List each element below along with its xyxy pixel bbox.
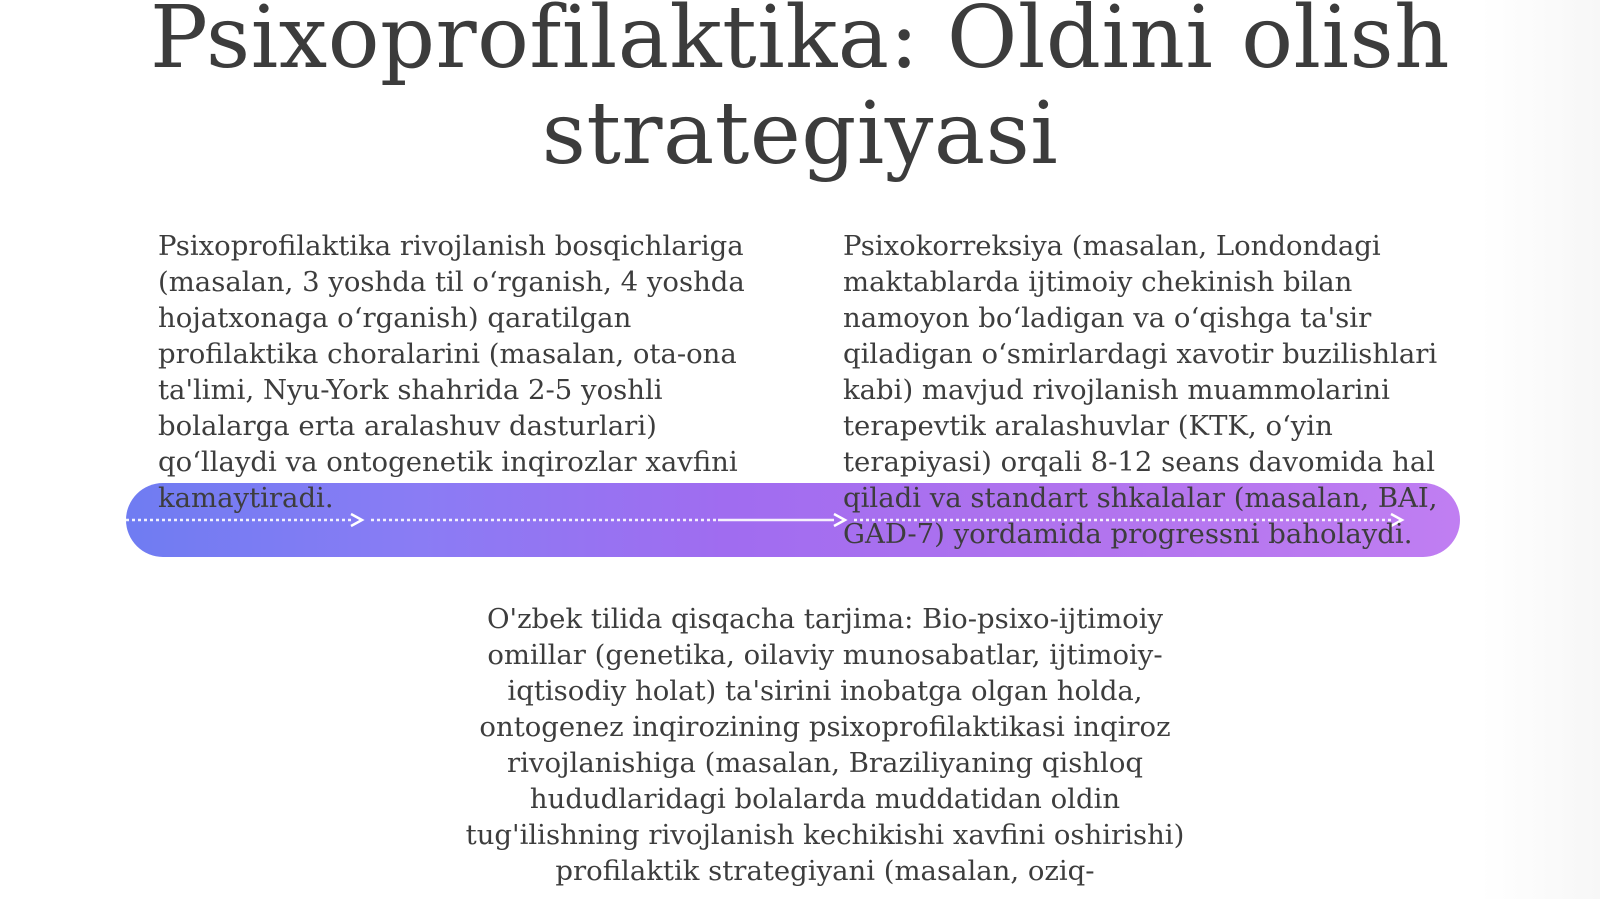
slide-title: Psixoprofilaktika: Oldini olish strategiyasi bbox=[150, 0, 1450, 184]
psychoprophylaxis-paragraph: Psixoprofilaktika rivojlanish bosqichlariga (masalan, 3 yoshda til o‘rganish, 4 yoshda hojatxonaga o‘rganish) qaratilgan profilaktika choralarini (masalan, ota-ona ta'limi, Nyu-York shahrida 2-5 yoshli bolalarga erta aralashuv dasturlari) qo‘llaydi va ontogenetik inqirozlar xavfini kamaytiradi. bbox=[158, 230, 745, 514]
summary-paragraph: O'zbek tilida qisqacha tarjima: Bio-psixo-ijtimoiy omillar (genetika, oilaviy munosabatlar, ijtimoiy-iqtisodiy holat) ta'sirini inobatga olgan holda, ontogenez inqirozining psixoprofilaktikasi inqiroz rivojlanishiga (masalan, Braziliyaning qishloq hududlaridagi bolalarda muddatidan oldin tug'ilishning rivojlanish kechikishi xavfini oshirishi) profilaktik strategiyani (masalan, oziq- bbox=[465, 603, 1185, 887]
psychocorrection-paragraph: Psixokorreksiya (masalan, Londondagi maktablarda ijtimoiy chekinish bilan namoyon bo‘ladigan va o‘qishga ta'sir qiladigan o‘smirlardagi xavotir buzilishlari kabi) mavjud rivojlanish muammolarini terapevtik aralashuvlar (KTK, o‘yin terapiyasi) orqali 8-12 seans davomida hal qiladi va standart shkalalar (masalan, BAI, GAD-7) yordamida progressni baholaydi. bbox=[843, 230, 1438, 550]
